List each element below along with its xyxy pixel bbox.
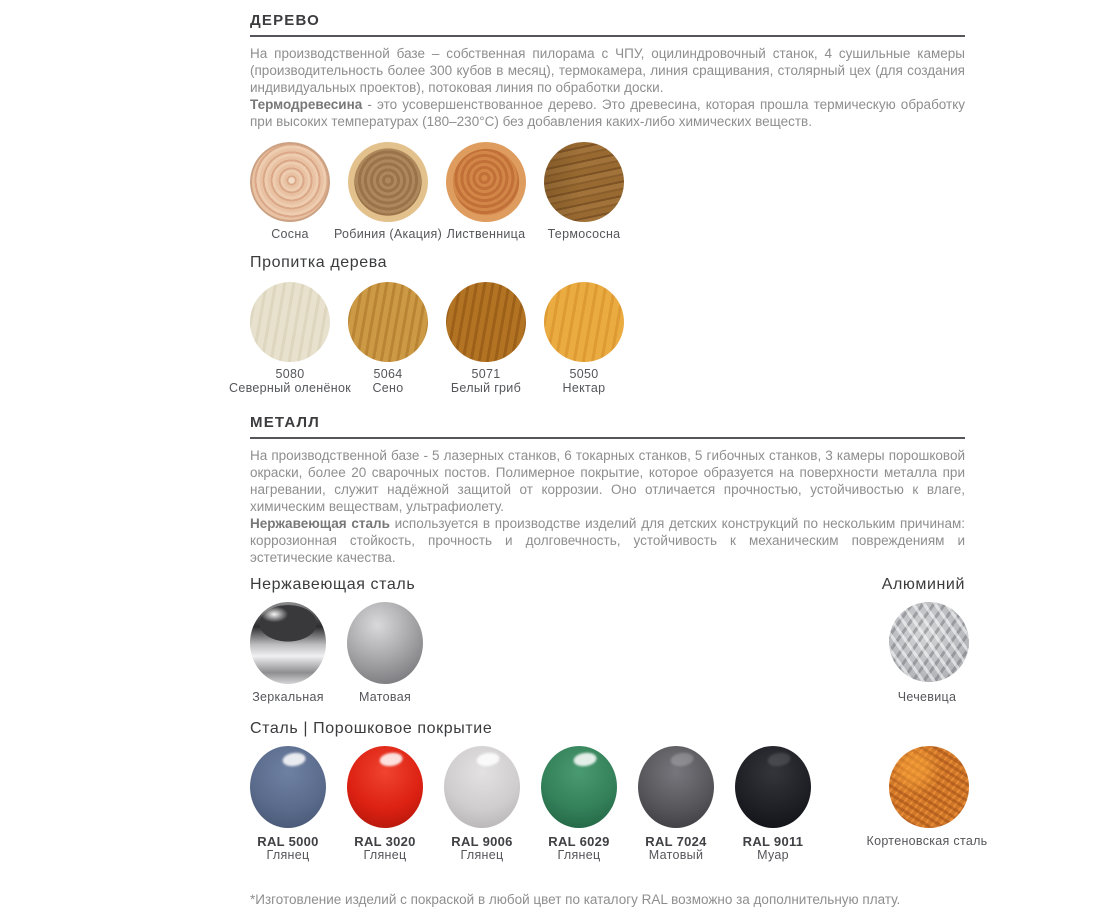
powder-coating-row [250,746,988,878]
wood-swatch-thermopine [544,142,624,248]
ral9011-sphere-image [735,746,811,828]
swatch-label: Чечевица [897,690,957,704]
impregnation-swatch-5080 [229,282,351,404]
catalog-page [229,0,988,907]
swatch-label: Кортеновская сталь [866,834,988,848]
ral5000-sphere-image [250,746,326,828]
wood-species-row [250,142,965,248]
swatch-label: Лиственница [446,227,526,241]
metal-intro-text: На производственной базе - 5 лазерных станков, 6 токарных станков, 5 гибочных станков, 3 камеры порошковой окраски, более 20 сварочных постов. Полимерное покрытие, которое образуется на поверхности металла при нагревании, служит надёжной защитой от коррозии. Оно отличается прочностью, устойчивостью к влаге, химическим веществам, ультрафиолету. [250,448,965,514]
ral-finish: Глянец [460,847,504,862]
ral-code: RAL 7024 [645,834,707,849]
checker-plate-image [889,602,969,682]
metal-section-title: МЕТАЛЛ [250,414,965,439]
wood-swatch-larch [446,142,526,248]
swatch-label: Зеркальная [252,690,324,704]
thermo-rest: - это усовершенствованное дерево. Это древесина, которая прошла термическую обработку при высоких температурах (180–230°С) без добавления каких-либо химических веществ. [250,97,965,129]
powder-coating-title: Сталь | Порошковое покрытие [250,720,493,737]
tint-5071-image [446,282,526,362]
ral-finish: Глянец [363,847,407,862]
ral-swatch-7024 [638,746,714,878]
tint-name: Белый гриб [450,380,522,395]
ral-swatch-9011 [735,746,811,878]
swatch-label: Сосна [271,227,309,241]
aluminum-title: Алюминий [881,576,965,593]
ral3020-sphere-image [347,746,423,828]
stainless-row [250,602,965,710]
tint-name: Северный оленёнок [229,380,351,395]
ral9006-sphere-image [444,746,520,828]
wood-thermo-text [250,96,965,130]
swatch-label: Робиния (Акация) [333,227,443,241]
ral-code: RAL 3020 [354,834,416,849]
wood-swatch-robinia [333,142,443,248]
impregnation-swatch-5071 [446,282,526,404]
thermo-term: Термодревесина [250,97,363,112]
ral-swatch-3020 [347,746,423,878]
impregnation-row [229,282,965,404]
ral6029-sphere-image [541,746,617,828]
tint-5050-image [544,282,624,362]
stainless-swatch-mirror [250,602,326,710]
mirror-sphere-image [250,602,326,684]
tint-5064-image [348,282,428,362]
tint-code: 5064 [373,367,403,381]
impregnation-title: Пропитка дерева [250,254,388,271]
stainless-swatch-matte [347,602,423,710]
ral-finish: Матовый [648,847,704,862]
tint-code: 5050 [569,367,599,381]
ral-code: RAL 9006 [451,834,513,849]
ral-code: RAL 6029 [548,834,610,849]
matte-sphere-image [347,602,423,684]
swatch-label: Термососна [547,227,621,241]
pine-cut-image [250,142,330,222]
ral-code: RAL 9011 [742,834,804,849]
stainless-title: Нержавеющая сталь [250,576,416,593]
larch-cut-image [446,142,526,222]
tint-code: 5080 [275,367,305,381]
swatch-label [522,368,646,395]
ral-finish: Муар [757,847,789,862]
wood-swatch-pine [250,142,330,248]
swatch-label: Матовая [358,690,412,704]
thermopine-image [544,142,624,222]
impregnation-swatch-5050 [544,282,624,404]
ral-finish: Глянец [266,847,310,862]
aluminum-swatch [889,602,965,704]
stainless-rest: используется в производстве изделий для детских конструкций по нескольким причинам: коррозионная стойкость, прочность и долговечность, устойчивость к механическим повреждениям и эстетические качества. [250,516,965,565]
swatch-label [711,835,835,862]
tint-code: 5071 [471,367,501,381]
wood-intro-text: На производственной базе – собственная пилорама с ЧПУ, оцилиндровочный станок, 4 сушильные камеры (производительность более 300 кубов в месяц), термокамера, линия сращивания, столярный цех (для создания индивидуальных проектов), потоковая линия по обработки доски. [250,46,965,95]
tint-name: Нектар [562,380,606,395]
tint-5080-image [250,282,330,362]
tint-name: Сено [372,380,404,395]
ral-finish: Глянец [557,847,601,862]
corten-swatch [866,746,988,848]
impregnation-swatch-5064 [348,282,428,404]
stainless-aluminum-headings [250,576,965,594]
ral-swatch-5000 [250,746,326,878]
ral-swatch-6029 [541,746,617,878]
ral-footnote: *Изготовление изделий с покраской в любой цвет по каталогу RAL возможно за дополнительную плату. [250,892,901,907]
ral-swatch-9006 [444,746,520,878]
corten-steel-image [889,746,969,828]
robinia-cut-image [348,142,428,222]
metal-stainless-text [250,515,965,566]
wood-section-title: ДЕРЕВО [250,12,965,37]
ral-code: RAL 5000 [257,834,319,849]
ral7024-sphere-image [638,746,714,828]
stainless-term: Нержавеющая сталь [250,516,390,531]
